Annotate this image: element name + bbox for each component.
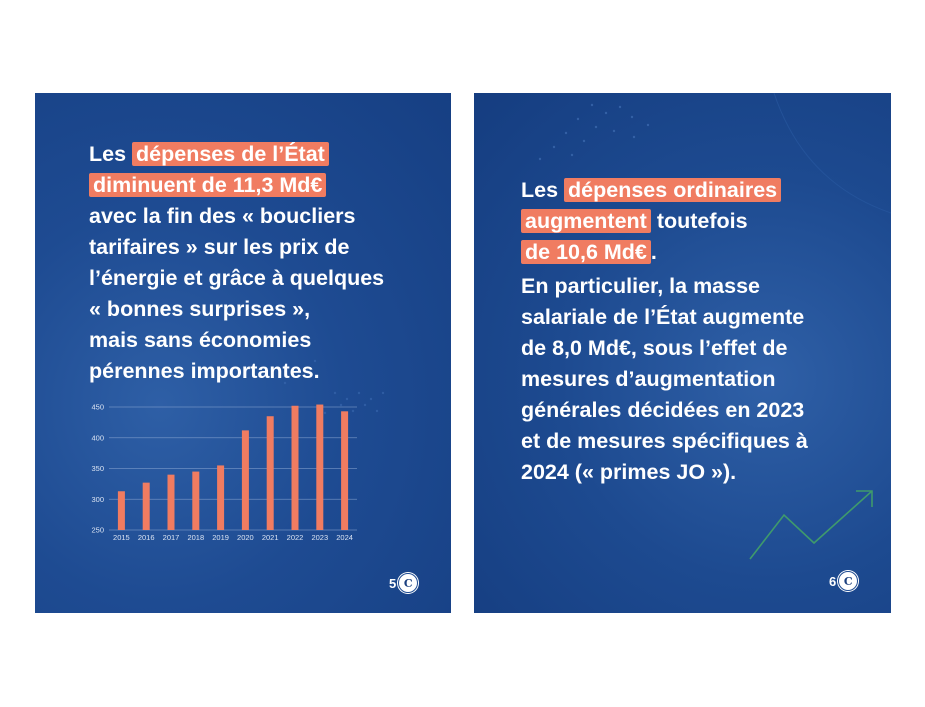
text-line: et de mesures spécifiques à bbox=[521, 429, 808, 453]
bar-2024 bbox=[341, 411, 348, 530]
slide-6-text bbox=[521, 175, 808, 488]
highlight-text: dépenses de l’État bbox=[132, 142, 329, 166]
highlight-text: diminuent de 11,3 Md€ bbox=[89, 173, 326, 197]
cour-des-comptes-logo-icon: C bbox=[838, 571, 858, 591]
bar-2019 bbox=[217, 465, 224, 530]
bar-2021 bbox=[267, 416, 274, 530]
bar-2016 bbox=[143, 483, 150, 530]
page-badge bbox=[389, 573, 418, 593]
text-line: mesures d’augmentation bbox=[521, 367, 776, 391]
y-tick-label: 300 bbox=[91, 494, 104, 504]
x-tick-label: 2015 bbox=[113, 533, 130, 542]
text-line: toutefois bbox=[650, 209, 748, 233]
y-tick-label: 350 bbox=[91, 464, 104, 473]
highlight-text: dépenses ordinaires bbox=[564, 178, 781, 202]
text-line: avec la fin des « boucliers bbox=[89, 204, 356, 228]
highlight-text: augmentent bbox=[521, 209, 651, 233]
bar-chart bbox=[35, 93, 451, 613]
text-line: pérennes importantes. bbox=[89, 359, 320, 383]
bar-2018 bbox=[192, 472, 199, 530]
x-tick-label: 2021 bbox=[261, 533, 279, 542]
text-line: « bonnes surprises », bbox=[89, 297, 311, 321]
x-tick-label: 2022 bbox=[286, 533, 304, 542]
y-tick-label: 250 bbox=[91, 525, 104, 535]
x-tick-label: 2018 bbox=[187, 533, 205, 542]
slide-6-card bbox=[474, 93, 891, 613]
text-line: de 8,0 Md€, sous l’effet de bbox=[521, 336, 788, 360]
slide-5-card bbox=[35, 93, 451, 613]
text-line: . bbox=[650, 240, 657, 264]
page-number: 5 bbox=[389, 575, 397, 591]
text-line: générales décidées en 2023 bbox=[521, 398, 805, 422]
text-line: salariale de l’État augmente bbox=[521, 305, 805, 329]
text-line: Les bbox=[89, 142, 133, 166]
page-badge bbox=[829, 571, 858, 591]
x-tick-label: 2017 bbox=[162, 533, 180, 542]
x-tick-label: 2016 bbox=[137, 533, 155, 542]
highlight-text: de 10,6 Md€ bbox=[521, 240, 651, 264]
upward-trend-arrow-icon bbox=[744, 485, 884, 565]
text-line: En particulier, la masse bbox=[521, 274, 761, 298]
bar-2020 bbox=[242, 430, 249, 530]
text-line: l’énergie et grâce à quelques bbox=[89, 266, 385, 290]
x-tick-label: 2024 bbox=[336, 533, 353, 542]
text-line: tarifaires » sur les prix de bbox=[89, 235, 350, 259]
bar-2017 bbox=[168, 475, 175, 530]
y-tick-label: 450 bbox=[91, 402, 104, 412]
x-tick-label: 2020 bbox=[237, 533, 254, 542]
text-line: mais sans économies bbox=[89, 328, 312, 352]
text-line: 2024 (« primes JO »). bbox=[521, 460, 737, 484]
page-number: 6 bbox=[829, 573, 837, 589]
text-line: Les bbox=[521, 178, 565, 202]
bar-2022 bbox=[292, 406, 299, 530]
bar-2023 bbox=[316, 405, 323, 530]
cour-des-comptes-logo-icon: C bbox=[398, 573, 418, 593]
x-tick-label: 2023 bbox=[311, 533, 329, 542]
bar-2015 bbox=[118, 491, 125, 530]
x-tick-label: 2019 bbox=[212, 533, 229, 542]
y-tick-label: 400 bbox=[91, 433, 104, 443]
